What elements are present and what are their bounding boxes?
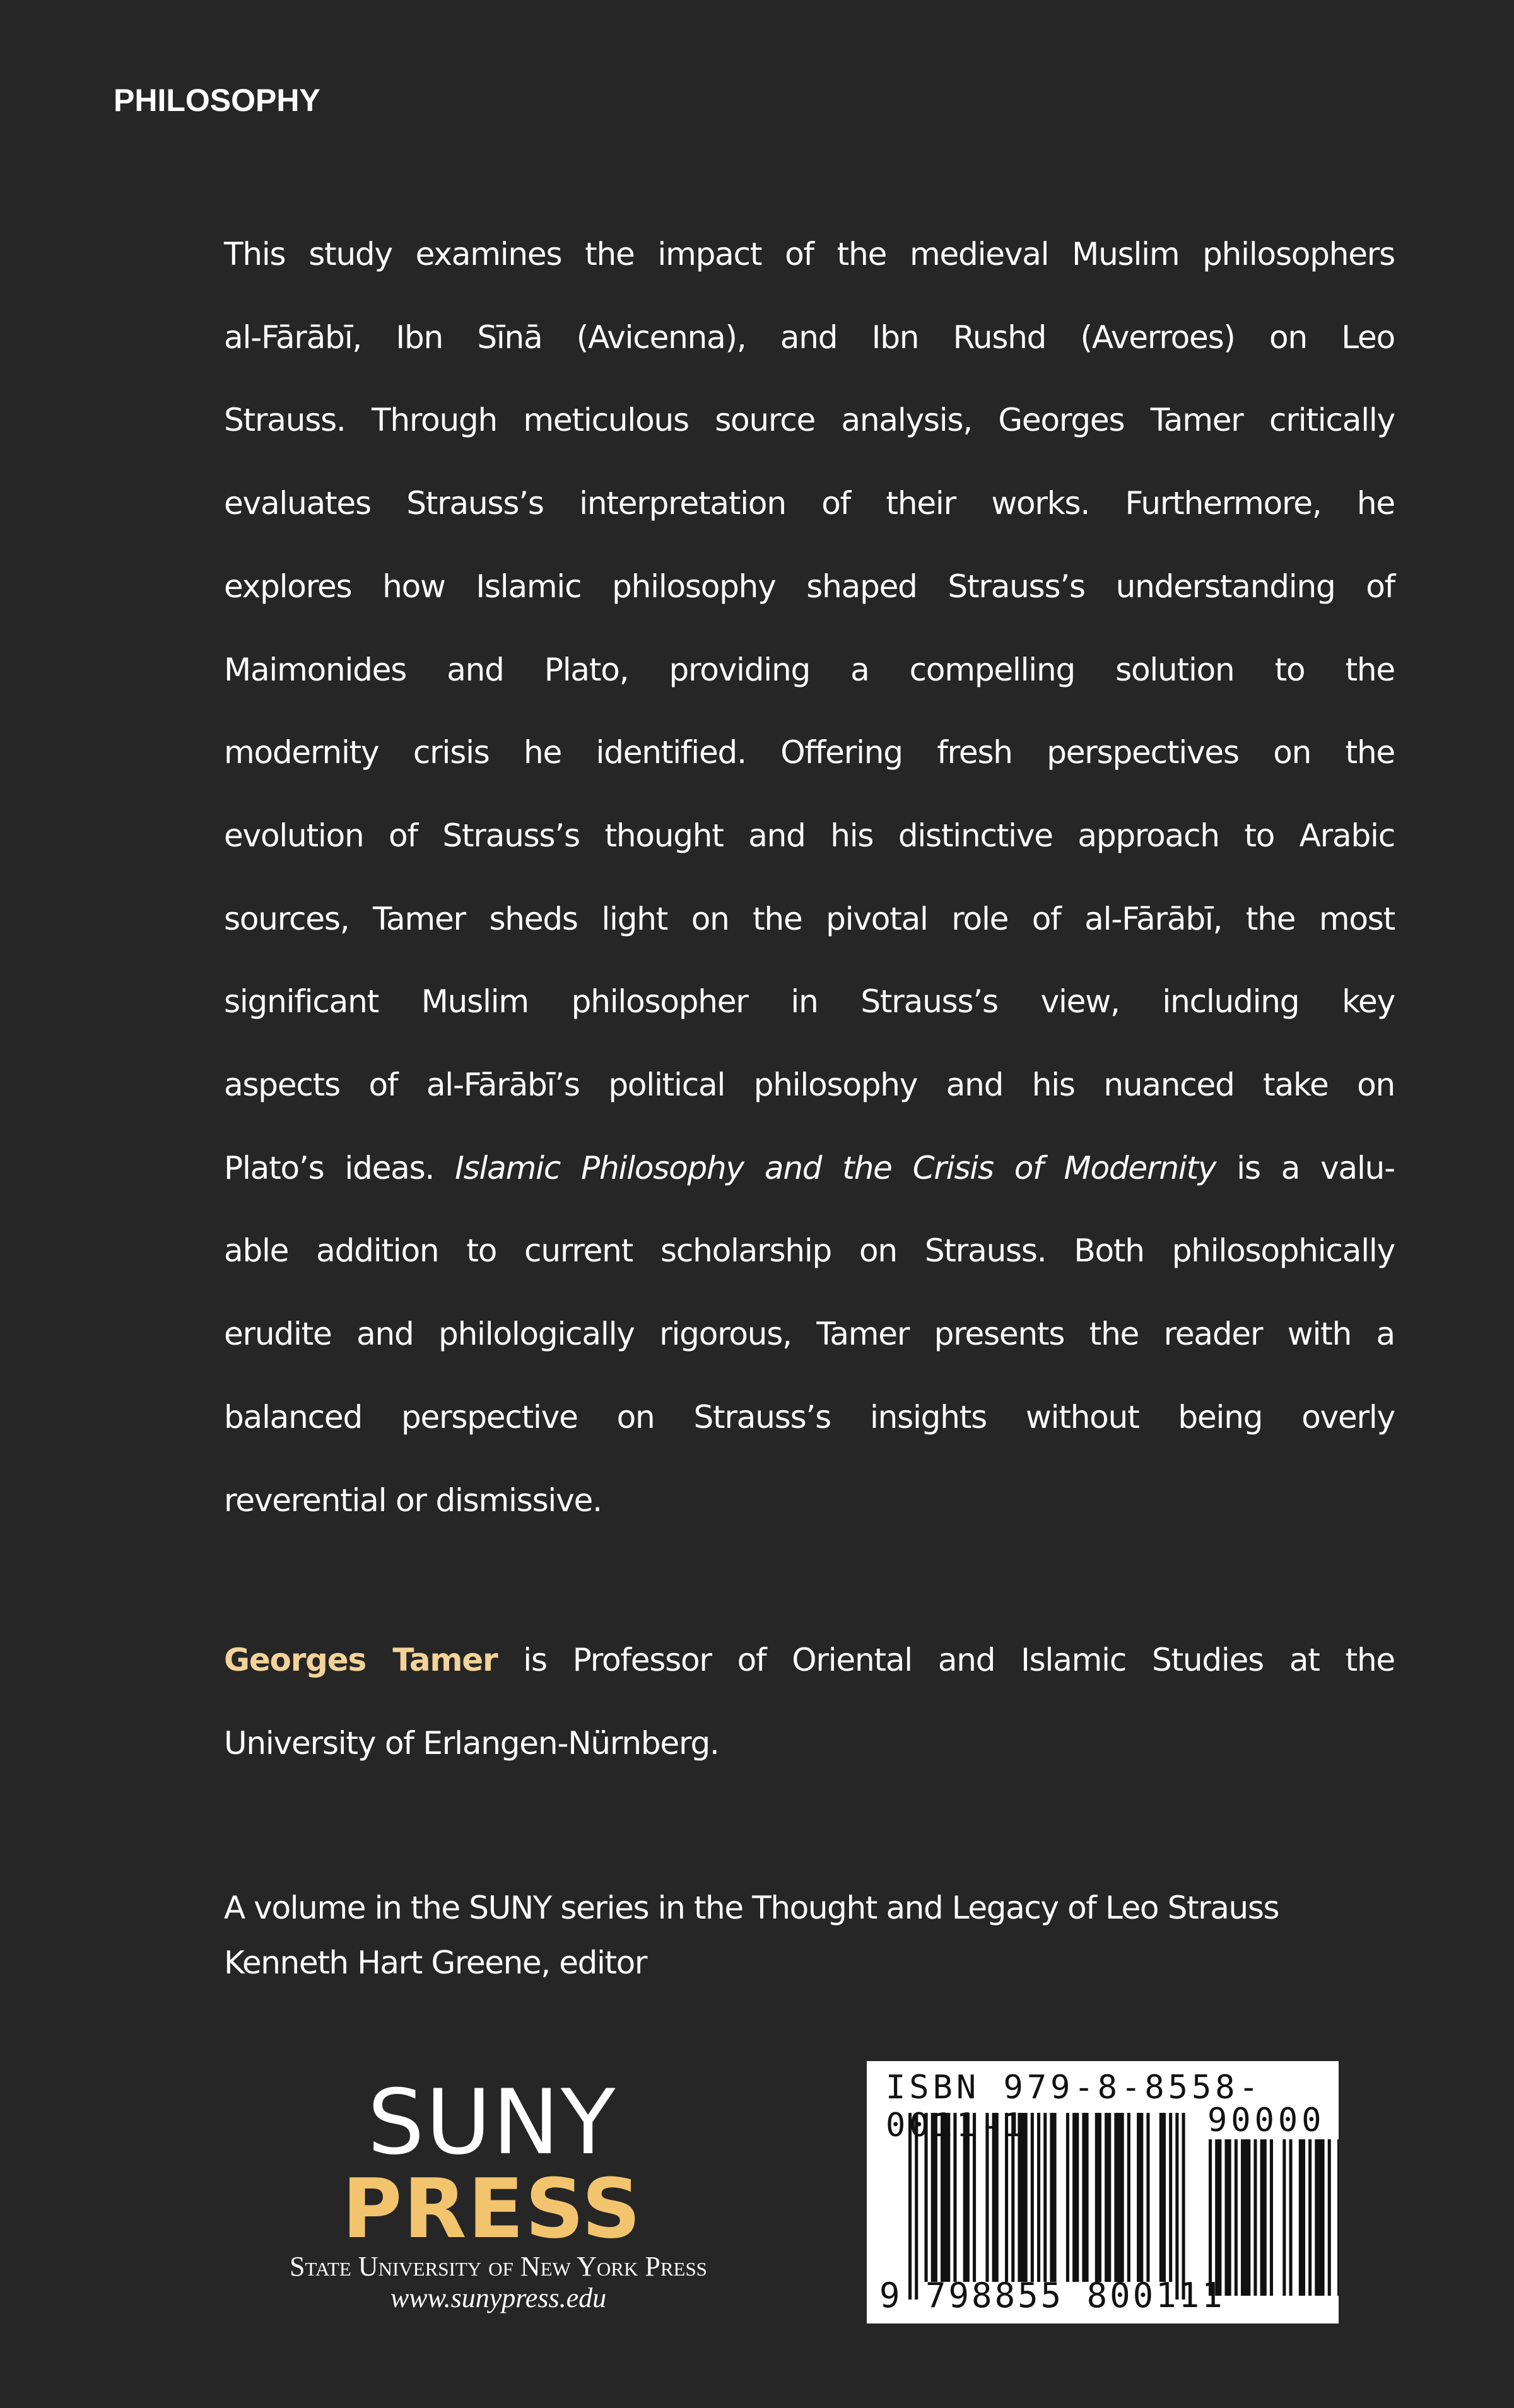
logo-suny-text: SUNY — [367, 2071, 617, 2175]
author-name: Georges Tamer — [224, 1642, 498, 1678]
barcode-bar — [1225, 2139, 1231, 2296]
barcode-bar — [1241, 2139, 1250, 2296]
barcode-bar — [1215, 2139, 1221, 2296]
barcode-bar — [1235, 2139, 1238, 2296]
series-editor: Kenneth Hart Greene, editor — [224, 1944, 647, 1981]
description-line: Strauss. Through meticulous source analysis, Georges Tamer critically — [224, 402, 1395, 439]
description-line: This study examines the impact of the medieval Muslim philosophers — [224, 236, 1395, 272]
barcode-bar — [1209, 2139, 1212, 2296]
description-line: erudite and philologically rigorous, Tamer presents the reader with a — [224, 1316, 1395, 1353]
barcode-bar — [1253, 2139, 1257, 2296]
description-line: modernity crisis he identified. Offering fresh perspectives on the — [224, 734, 1395, 771]
ean-digits — [879, 2276, 1225, 2315]
series-info — [224, 1881, 1423, 1990]
description-line: explores how Islamic philosophy shaped Strauss’s understanding of — [224, 568, 1395, 605]
publisher-logo — [278, 2071, 719, 2314]
barcode-bar — [1282, 2139, 1286, 2296]
bio-line: University of Erlangen-Nürnberg. — [224, 1725, 719, 1762]
barcode-bar — [1260, 2139, 1267, 2296]
barcode-bar — [1315, 2139, 1324, 2296]
description-line — [224, 1127, 1395, 1210]
barcode-bar — [1328, 2139, 1331, 2296]
ean-first-digit: 9 — [879, 2276, 903, 2315]
description-line: al-Fārābī, Ibn Sīnā (Avicenna), and Ibn Rushd (Averroes) on Leo — [224, 319, 1395, 356]
barcode-bar — [1270, 2139, 1273, 2296]
description-line: Maimonides and Plato, providing a compelling solution to the — [224, 651, 1395, 688]
barcode-bar — [1337, 2139, 1339, 2296]
barcode-bar — [1299, 2139, 1305, 2296]
bio-text: is Professor of Oriental and Islamic Studies at the — [497, 1642, 1395, 1678]
book-description — [224, 213, 1395, 1542]
ean-right-group: 800111 — [1086, 2276, 1225, 2315]
barcode-bar — [1308, 2139, 1312, 2296]
logo-press-text: PRESS — [342, 2161, 642, 2257]
description-line: able addition to current scholarship on Strauss. Both philosophically — [224, 1232, 1395, 1270]
book-title-italic: Islamic Philosophy and the Crisis of Modernity — [455, 1149, 1216, 1186]
description-line: significant Muslim philosopher in Strauss’s view, including key — [224, 983, 1395, 1020]
description-line: balanced perspective on Strauss’s insights without being overly — [224, 1398, 1395, 1435]
description-line: sources, Tamer sheds light on the pivotal role of al-Fārābī, the most — [224, 900, 1395, 937]
bio-line — [224, 1618, 1395, 1702]
description-line: evolution of Strauss’s thought and his distinctive approach to Arabic — [224, 817, 1395, 854]
series-name: A volume in the SUNY series in the Thought and Legacy of Leo Strauss — [224, 1890, 1279, 1926]
description-line: reverential or dismissive. — [224, 1482, 602, 1519]
publisher-full-name: State University of New York Press — [290, 2251, 707, 2282]
isbn-barcode — [867, 2061, 1339, 2323]
description-line: aspects of al-Fārābī’s political philosophy and his nuanced take on — [224, 1067, 1395, 1104]
category-label: PHILOSOPHY — [114, 83, 320, 118]
price-code: 90000 — [1207, 2101, 1325, 2139]
description-text: Plato’s ideas. — [224, 1149, 455, 1186]
author-bio — [224, 1618, 1395, 1785]
barcode-bar — [1289, 2139, 1293, 2296]
ean-left-group: 798855 — [925, 2276, 1064, 2315]
description-line: evaluates Strauss’s interpretation of their works. Furthermore, he — [224, 485, 1395, 522]
publisher-url: www.sunypress.edu — [390, 2282, 607, 2313]
description-text: is a valu- — [1216, 1149, 1395, 1186]
isbn-label: ISBN 979-8-8558-0011-1 — [886, 2069, 1262, 2144]
